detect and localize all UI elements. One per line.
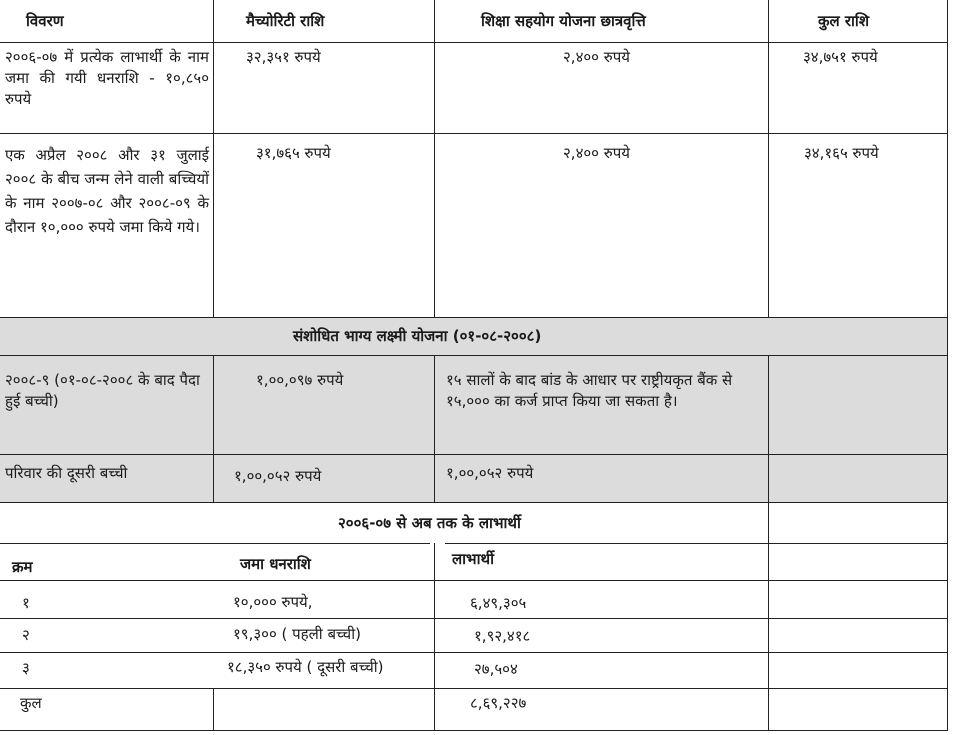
rule — [0, 355, 948, 356]
rule — [434, 355, 435, 502]
revised-row1-note: १५ सालों के बाद बांड के आधार पर राष्ट्रीयकृत बैंक से १५,००० का कर्ज प्राप्त किया जा सकता है। — [446, 371, 733, 410]
header-maturity: मैच्योरिटी राशि — [246, 12, 325, 30]
beneficiaries-header-deposit: जमा धनराशि — [240, 555, 311, 573]
beneficiaries-header-count: लाभार्थी — [452, 550, 494, 568]
revised-row2-description: परिवार की दूसरी बच्ची — [5, 464, 128, 482]
rule — [0, 317, 948, 318]
row2-total: ३४,१६५ रुपये — [804, 144, 879, 162]
rule — [0, 730, 948, 731]
rule — [0, 133, 948, 134]
rule — [0, 543, 430, 544]
rule — [434, 0, 435, 318]
beneficiary-row3-serial: ३ — [22, 659, 30, 677]
row1-scholarship: २,४०० रुपये — [563, 48, 630, 66]
beneficiary-row1-count: ६,४९,३०५ — [470, 594, 527, 612]
rule — [0, 502, 948, 503]
header-description: विवरण — [26, 12, 64, 30]
revised-scheme-title: संशोधित भाग्य लक्ष्मी योजना (०१-०८-२००८) — [293, 327, 542, 345]
rule — [434, 543, 435, 731]
row2-description: एक अप्रैल २००८ और ३१ जुलाई २००८ के बीच जन्म लेने वाली बच्चियों के नाम २००७-०८ और २००८-०९ के दौरान १०,००० रुपये जमा किये गये। — [5, 146, 209, 236]
beneficiaries-header-serial: क्रम — [12, 558, 33, 576]
revised-row2-maturity: १,००,०५२ रुपये — [234, 467, 322, 485]
rule — [0, 580, 948, 581]
revised-row1-maturity: १,००,०९७ रुपये — [256, 371, 344, 389]
rule — [0, 454, 948, 455]
beneficiary-row2-count: १,९२,४१८ — [474, 627, 531, 645]
rule — [0, 42, 948, 43]
rule — [213, 0, 214, 318]
beneficiaries-title: २००६-०७ से अब तक के लाभार्थी — [338, 514, 521, 532]
rule — [445, 543, 948, 544]
beneficiary-row3-deposit: १८,३५० रुपये ( दूसरी बच्ची) — [227, 658, 384, 676]
rule — [213, 688, 214, 731]
rule — [768, 502, 769, 731]
beneficiary-total-count: ८,६९,२२७ — [470, 694, 527, 712]
row1-description: २००६-०७ में प्रत्येक लाभार्थी के नाम जमा की गयी धनराशि - १०,८५० रुपये — [5, 48, 209, 108]
row1-maturity: ३२,३५१ रुपये — [246, 48, 321, 66]
beneficiary-row2-serial: २ — [22, 626, 30, 644]
rule — [0, 618, 948, 619]
rule — [0, 652, 948, 653]
beneficiary-total-label: कुल — [20, 694, 42, 712]
rule — [213, 355, 214, 502]
row2-maturity: ३१,७६५ रुपये — [256, 144, 331, 162]
beneficiary-row2-deposit: १९,३०० ( पहली बच्ची) — [233, 625, 361, 643]
rule — [768, 0, 769, 318]
revised-row2-note: १,००,०५२ रुपये — [446, 464, 534, 482]
header-total: कुल राशि — [818, 12, 870, 30]
beneficiary-row1-serial: १ — [22, 594, 30, 612]
rule — [0, 688, 948, 689]
rule — [768, 355, 769, 502]
beneficiary-row1-deposit: १०,००० रुपये, — [233, 593, 313, 611]
beneficiary-row3-count: २७,५०४ — [474, 660, 518, 678]
revised-row1-description: २००८-९ (०१-०८-२००८ के बाद पैदा हुई बच्ची) — [5, 371, 200, 410]
rule — [947, 0, 948, 731]
header-scholarship: शिक्षा सहयोग योजना छात्रवृत्ति — [481, 12, 646, 30]
row1-total: ३४,७५१ रुपये — [803, 48, 878, 66]
row2-scholarship: २,४०० रुपये — [563, 144, 630, 162]
